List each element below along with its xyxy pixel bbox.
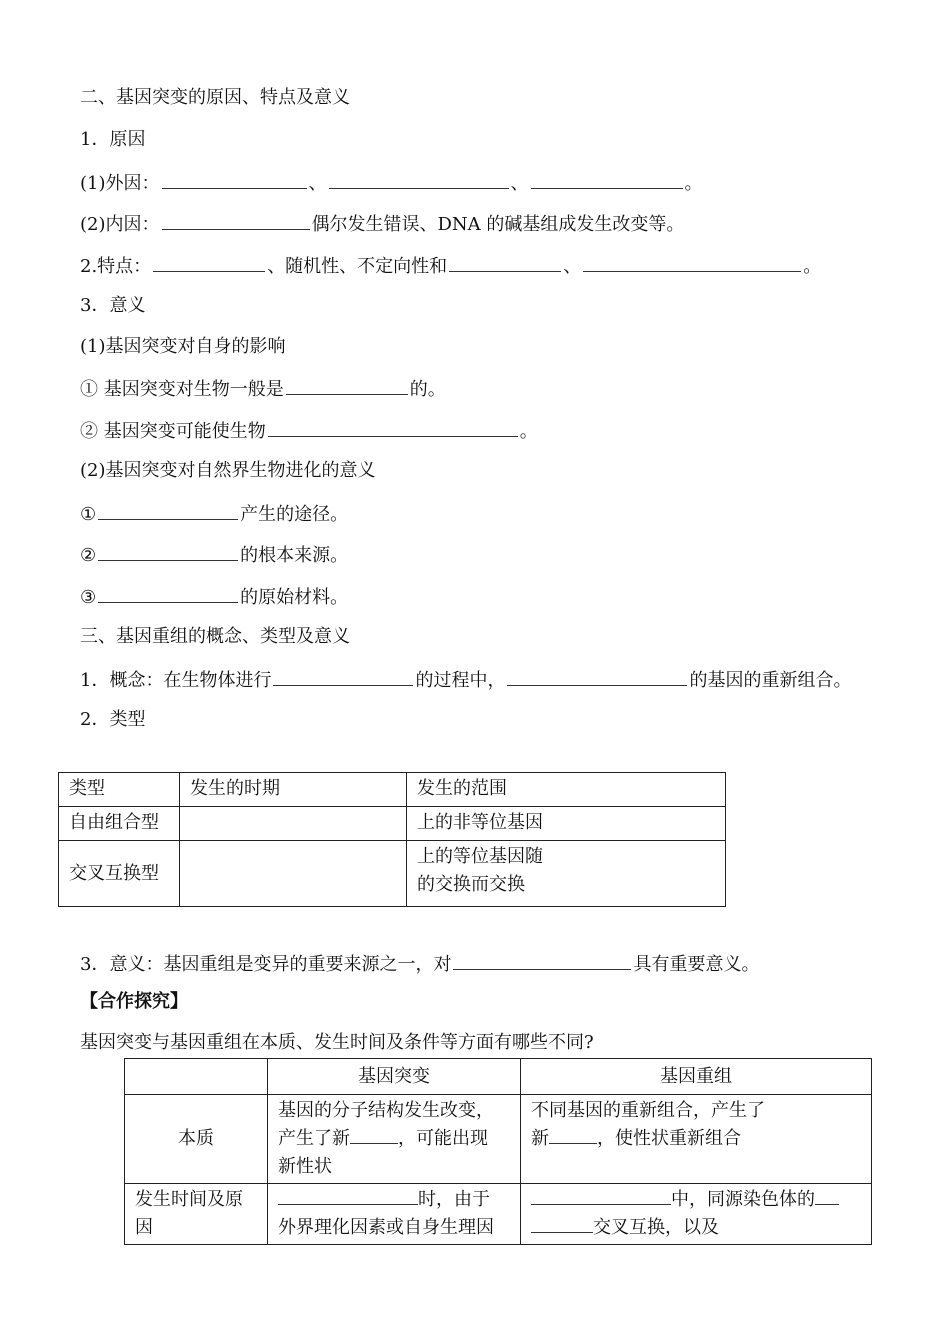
table-header: 类型 bbox=[59, 773, 180, 807]
meaning-label: 3．意义 bbox=[80, 295, 146, 316]
table-cell-blank[interactable] bbox=[180, 807, 407, 841]
self1-prefix: ① 基因突变对生物一般是 bbox=[80, 379, 284, 400]
meaning-prefix: 3．意义：基因重组是变异的重要来源之一，对 bbox=[80, 954, 452, 975]
circled-number: ③ bbox=[80, 587, 97, 608]
blank-field[interactable] bbox=[815, 1186, 839, 1205]
table-cell bbox=[268, 1184, 521, 1245]
period: 。 bbox=[684, 173, 703, 194]
cell-line: 的交换而交换 bbox=[417, 874, 525, 895]
table-cell bbox=[521, 1184, 872, 1245]
table-cell: 上的非等位基因 bbox=[407, 807, 726, 841]
cell-line: 因 bbox=[135, 1217, 153, 1238]
feature-line bbox=[80, 253, 821, 279]
blank-field[interactable] bbox=[449, 253, 561, 272]
table-header: 基因突变 bbox=[268, 1059, 521, 1095]
cell-text: 新 bbox=[531, 1128, 549, 1149]
internal-prefix: (2)内因： bbox=[80, 214, 160, 235]
table-row bbox=[125, 1184, 872, 1245]
blank-field[interactable] bbox=[583, 253, 801, 272]
blank-field[interactable] bbox=[531, 170, 683, 189]
table-header: 发生的范围 bbox=[407, 773, 726, 807]
external-cause-line bbox=[80, 170, 703, 196]
cell-line: 基因的分子结构发生改变， bbox=[278, 1100, 494, 1121]
self-effect-2 bbox=[80, 418, 538, 444]
evo3-suffix: 的原始材料。 bbox=[240, 587, 349, 608]
cell-line: 新性状 bbox=[278, 1156, 332, 1177]
cell-line: 发生时间及原 bbox=[135, 1189, 243, 1210]
internal-suffix: 偶尔发生错误、DNA 的碱基组成发生改变等。 bbox=[311, 214, 685, 235]
cell-text: 时，由于 bbox=[418, 1189, 490, 1210]
blank-field[interactable] bbox=[549, 1125, 597, 1144]
table-row bbox=[59, 807, 726, 841]
concept-mid: 的过程中， bbox=[415, 670, 506, 691]
comparison-table bbox=[124, 1058, 872, 1245]
cell-line bbox=[531, 1125, 861, 1153]
cell-line bbox=[278, 1125, 510, 1153]
blank-field[interactable] bbox=[98, 501, 238, 520]
evo1-suffix: 产生的途径。 bbox=[240, 504, 349, 525]
blank-field[interactable] bbox=[98, 584, 238, 603]
table-header bbox=[125, 1059, 268, 1095]
table-cell: 交叉互换型 bbox=[59, 841, 180, 907]
feature-mid: 、随机性、不定向性和 bbox=[267, 256, 448, 277]
blank-field[interactable] bbox=[162, 170, 307, 189]
table-row bbox=[125, 1095, 872, 1184]
blank-field[interactable] bbox=[453, 951, 631, 970]
external-prefix: (1)外因： bbox=[80, 173, 160, 194]
concept-suffix: 的基因的重新组合。 bbox=[689, 670, 852, 691]
blank-field[interactable] bbox=[98, 542, 238, 561]
self-effect-1 bbox=[80, 376, 446, 402]
concept-line bbox=[80, 667, 851, 693]
blank-field[interactable] bbox=[329, 170, 509, 189]
separator: 、 bbox=[308, 173, 327, 194]
cell-line bbox=[531, 1214, 861, 1242]
cell-line: 不同基因的重新组合，产生了 bbox=[531, 1100, 765, 1121]
internal-cause-line bbox=[80, 211, 684, 237]
table-row bbox=[59, 773, 726, 807]
period: 。 bbox=[519, 421, 538, 442]
cell-line bbox=[531, 1186, 861, 1214]
evolution-item-3 bbox=[80, 584, 348, 610]
explore-question: 基因突变与基因重组在本质、发生时间及条件等方面有哪些不同? bbox=[80, 1032, 594, 1053]
table-cell bbox=[268, 1095, 521, 1184]
evolution-item-1 bbox=[80, 501, 348, 527]
blank-field[interactable] bbox=[162, 211, 310, 230]
table-cell: 自由组合型 bbox=[59, 807, 180, 841]
circled-number: ① bbox=[80, 504, 97, 525]
self1-suffix: 的。 bbox=[409, 379, 446, 400]
cause-label: 1．原因 bbox=[80, 129, 146, 150]
explore-heading: 【合作探究】 bbox=[80, 991, 188, 1012]
evolution-item-2 bbox=[80, 542, 348, 568]
evolution-title: (2)基因突变对自然界生物进化的意义 bbox=[80, 460, 376, 481]
cell-line: 上的等位基因随 bbox=[417, 846, 543, 867]
cell-text: 产生了新 bbox=[278, 1128, 350, 1149]
blank-field[interactable] bbox=[286, 376, 408, 395]
recombination-type-table bbox=[58, 772, 726, 907]
table-cell-blank[interactable] bbox=[180, 841, 407, 907]
self-effect-title: (1)基因突变对自身的影响 bbox=[80, 336, 286, 357]
cell-text: 中，同源染色体的 bbox=[671, 1189, 815, 1210]
blank-field[interactable] bbox=[531, 1186, 671, 1205]
feature-prefix: 2.特点： bbox=[80, 256, 152, 277]
table-header: 基因重组 bbox=[521, 1059, 872, 1095]
section-title: 二、基因突变的原因、特点及意义 bbox=[80, 87, 350, 108]
cell-line bbox=[278, 1186, 510, 1214]
table-cell bbox=[407, 841, 726, 907]
table-row bbox=[125, 1059, 872, 1095]
blank-field[interactable] bbox=[153, 253, 265, 272]
blank-field[interactable] bbox=[507, 667, 687, 686]
row-label: 本质 bbox=[125, 1095, 268, 1184]
blank-field[interactable] bbox=[278, 1186, 418, 1205]
evo2-suffix: 的根本来源。 bbox=[240, 545, 349, 566]
cell-text: 交叉互换，以及 bbox=[593, 1217, 719, 1238]
table-header: 发生的时期 bbox=[180, 773, 407, 807]
blank-field[interactable] bbox=[531, 1214, 593, 1233]
cell-text: ，使性状重新组合 bbox=[597, 1128, 741, 1149]
blank-field[interactable] bbox=[273, 667, 413, 686]
separator: 、 bbox=[510, 173, 529, 194]
period: 。 bbox=[803, 256, 822, 277]
circled-number: ② bbox=[80, 545, 97, 566]
blank-field[interactable] bbox=[268, 418, 518, 437]
cell-line: 外界理化因素或自身生理因 bbox=[278, 1217, 494, 1238]
meaning-line bbox=[80, 951, 759, 977]
concept-prefix: 1．概念：在生物体进行 bbox=[80, 670, 272, 691]
type-label: 2．类型 bbox=[80, 709, 146, 730]
meaning-suffix: 具有重要意义。 bbox=[633, 954, 760, 975]
cell-text: ，可能出现 bbox=[398, 1128, 488, 1149]
table-cell bbox=[521, 1095, 872, 1184]
row-label bbox=[125, 1184, 268, 1245]
table-row bbox=[59, 841, 726, 907]
separator: 、 bbox=[563, 256, 582, 277]
blank-field[interactable] bbox=[350, 1125, 398, 1144]
section-title: 三、基因重组的概念、类型及意义 bbox=[80, 626, 350, 647]
self2-prefix: ② 基因突变可能使生物 bbox=[80, 421, 266, 442]
